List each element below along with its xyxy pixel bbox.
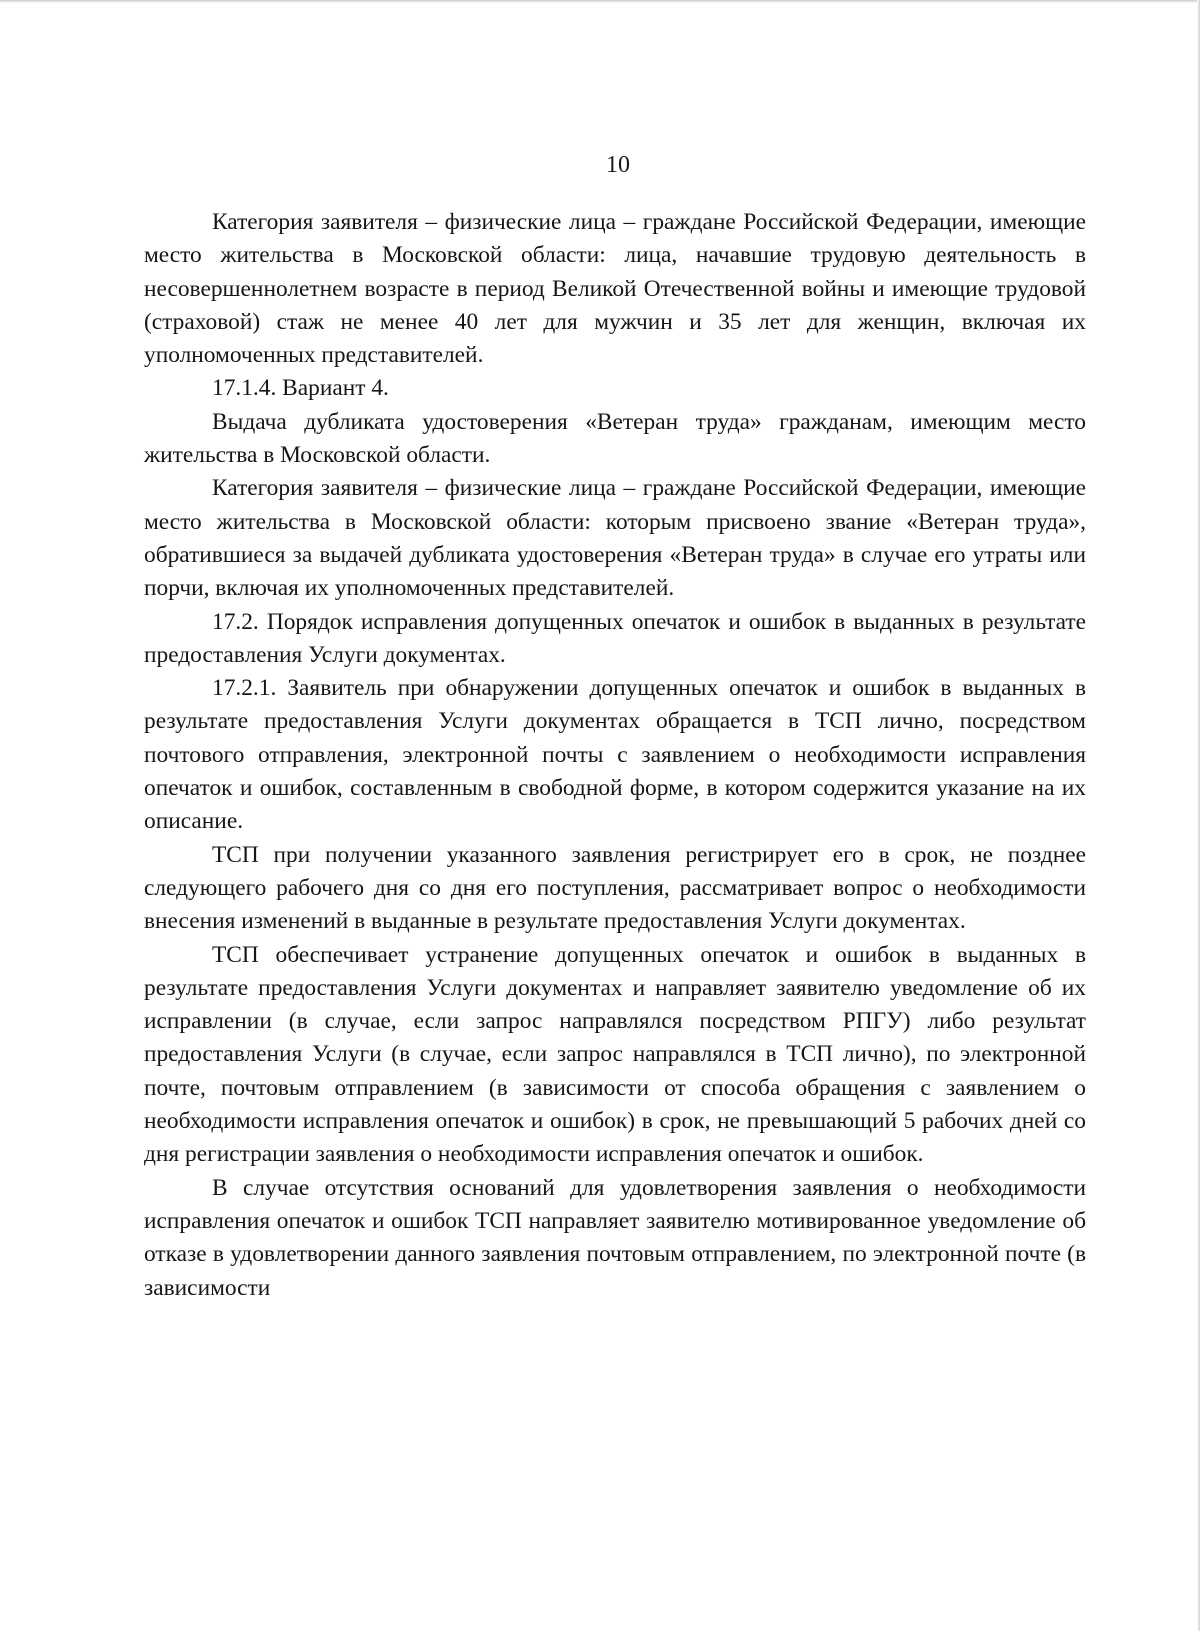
paragraph-tsp-correction: ТСП обеспечивает устранение допущенных опечаток и ошибок в выданных в результате предоставления Услуги документах и направляет заявителю уведомление об их исправлении (в случае, если запрос направлялся посредством РПГУ) либо результат предоставления Услуги (в случае, если запрос направлялся в ТСП лично), по электронной почте, почтовым отправлением (в зависимости от способа обращения с заявлением о необходимости исправления опечаток и ошибок) в срок, не превышающий 5 рабочих дней со дня регистрации заявления о необходимости исправления опечаток и ошибок. bbox=[144, 941, 1086, 1168]
paragraph-section-17-2-1: 17.2.1. Заявитель при обнаружении допущенных опечаток и ошибок в выданных в результате предоставления Услуги документах обращается в ТСП лично, посредством почтового отправления, электронной почты с заявлением о необходимости исправления опечаток и ошибок, составленным в свободной форме, в котором содержится указание на их описание. bbox=[144, 675, 1086, 835]
document-body bbox=[144, 206, 1086, 1305]
paragraph-variant-4-heading: 17.1.4. Вариант 4. bbox=[212, 375, 389, 402]
scan-edge-top bbox=[0, 0, 1200, 3]
paragraph-section-17-2: 17.2. Порядок исправления допущенных опечаток и ошибок в выданных в результате предоставления Услуги документах. bbox=[144, 608, 1086, 668]
paragraph-tsp-registration: ТСП при получении указанного заявления регистрирует его в срок, не позднее следующего рабочего дня со дня его поступления, рассматривает вопрос о необходимости внесения изменений в выданные в результате предоставления Услуги документах. bbox=[144, 841, 1086, 935]
paragraph-duplicate-certificate: Выдача дубликата удостоверения «Ветеран труда» гражданам, имеющим место жительства в Московской области. bbox=[144, 408, 1086, 469]
paragraph-category-labor-veterans: Категория заявителя – физические лица – граждане Российской Федерации, имеющие место жительства в Московской области: которым присвоено звание «Ветеран труда», обратившиеся за выдачей дубликата удостоверения «Ветеран труда» в случае его утраты или порчи, включая их уполномоченных представителей. bbox=[144, 475, 1086, 602]
page-number: 10 bbox=[606, 152, 630, 178]
paragraph-refusal: В случае отсутствия оснований для удовлетворения заявления о необходимости исправления опечаток и ошибок ТСП направляет заявителю мотивированное уведомление об отказе в удовлетворении данного заявления почтовым отправлением, по электронной почте (в зависимости bbox=[144, 1174, 1086, 1301]
paragraph-category-wartime-workers: Категория заявителя – физические лица – граждане Российской Федерации, имеющие место жительства в Московской области: лица, начавшие трудовую деятельность в несовершеннолетнем возрасте в период Великой Отечественной войны и имеющие трудовой (страховой) стаж не менее 40 лет для мужчин и 35 лет для женщин, включая их уполномоченных представителей. bbox=[144, 209, 1086, 369]
